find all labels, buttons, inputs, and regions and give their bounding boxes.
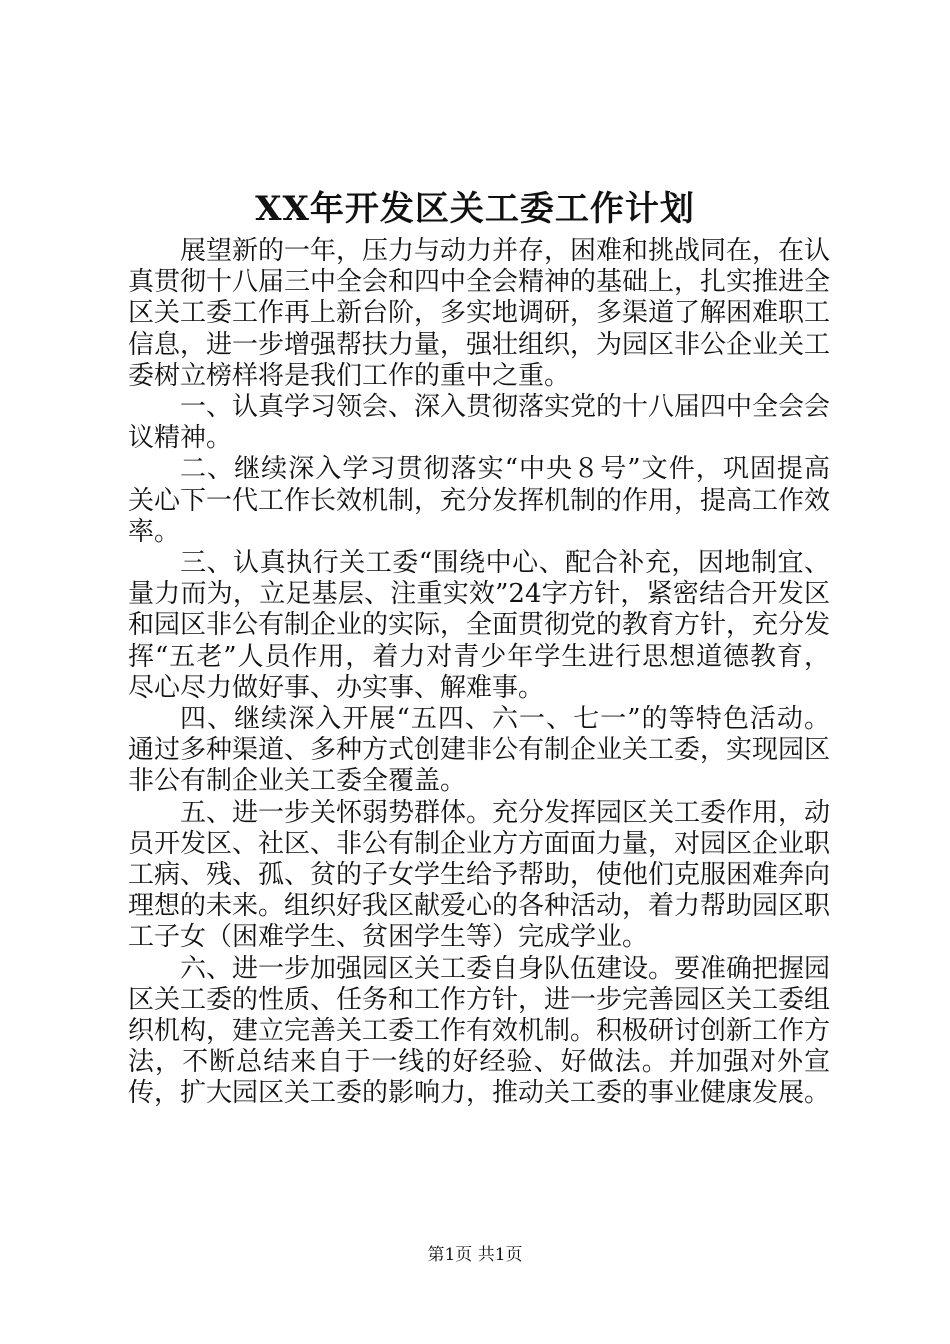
page-number-footer: 第1页 共1页	[427, 1245, 523, 1265]
paragraph-item-5: 五、进一步关怀弱势群体。充分发挥园区关工委作用，动员开发区、社区、非公有制企业方方面面力量，对园区企业职工病、残、孤、贫的子女学生给予帮助，使他们克服困难奔向理想的未来。组织好我区献爱心的各种活动，着力帮助园区职工子女（困难学生、贫困学生等）完成学业。	[128, 797, 831, 953]
paragraph-item-6: 六、进一步加强园区关工委自身队伍建设。要准确把握园区关工委的性质、任务和工作方针，进一步完善园区关工委组织机构，建立完善关工委工作有效机制。积极研讨创新工作方法，不断总结来自于一线的好经验、好做法。并加强对外宣传，扩大园区关工委的影响力，推动关工委的事业健康发展。	[128, 953, 831, 1109]
document-body	[128, 236, 830, 1110]
document-title: XX年开发区关工委工作计划	[255, 189, 695, 229]
paragraph-item-1: 一、认真学习领会、深入贯彻落实党的十八届四中全会会议精神。	[128, 392, 831, 454]
paragraph-item-4: 四、继续深入开展“五四、六一、七一”的等特色活动。通过多种渠道、多种方式创建非公有制企业关工委，实现园区非公有制企业关工委全覆盖。	[128, 704, 831, 797]
paragraph-item-2: 二、继续深入学习贯彻落实“中央８号”文件，巩固提高关心下一代工作长效机制，充分发挥机制的作用，提高工作效率。	[128, 454, 831, 547]
paragraph-item-3: 三、认真执行关工委“围绕中心、配合补充，因地制宜、量力而为，立足基层、注重实效”24字方针，紧密结合开发区和园区非公有制企业的实际，全面贯彻党的教育方针，充分发挥“五老”人员作用，着力对青少年学生进行思想道德教育，尽心尽力做好事、办实事、解难事。	[128, 548, 831, 703]
paragraph-intro: 展望新的一年，压力与动力并存，困难和挑战同在，在认真贯彻十八届三中全会和四中全会精神的基础上，扎实推进全区关工委工作再上新台阶，多实地调研，多渠道了解困难职工信息，进一步增强帮扶力量，强壮组织，为园区非公企业关工委树立榜样将是我们工作的重中之重。	[128, 236, 831, 391]
